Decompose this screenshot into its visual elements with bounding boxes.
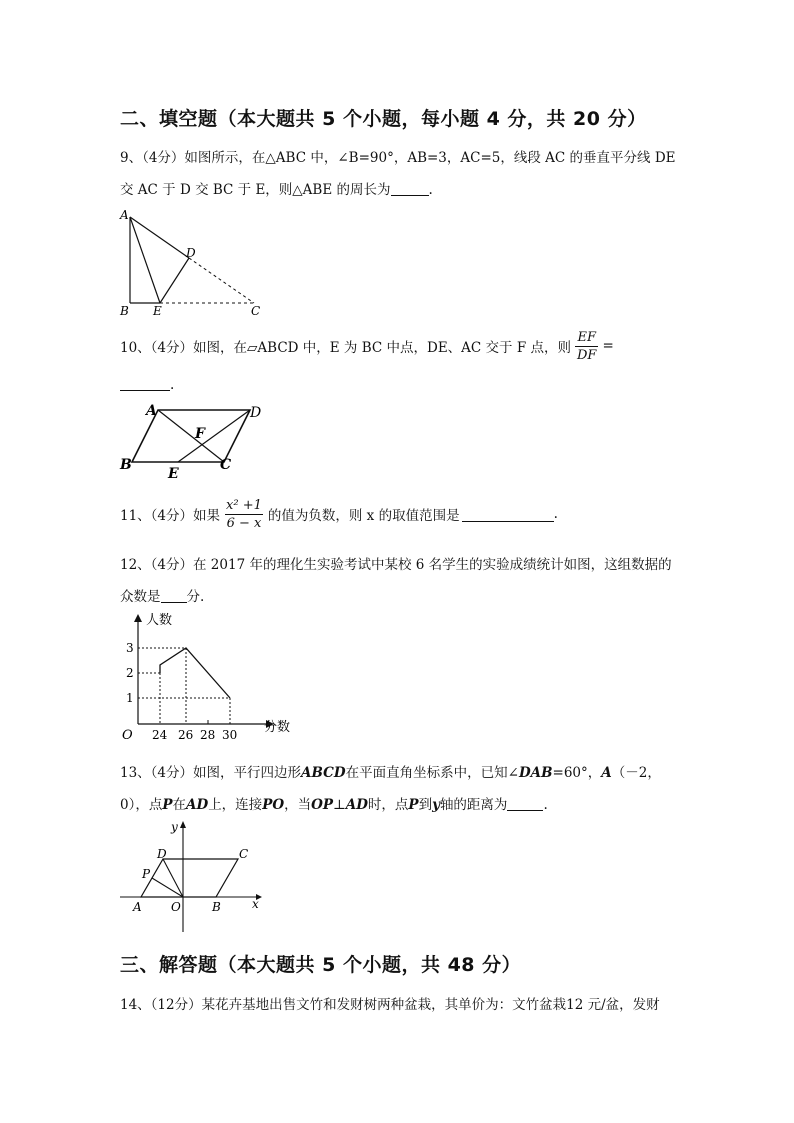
q12-ytick-2: 2 [126,666,134,680]
q9-label-e: E [153,304,162,318]
q12-text-a: 众数是 [120,589,161,605]
q12-text-line2 [120,585,204,605]
q10-label-f: F [195,426,205,442]
q13-parallelogram-abcd [141,859,238,897]
q13-t1c: 在平面直角坐标系中，已知∠ [345,765,519,781]
q9-side-dc [189,258,254,303]
q13-t2a: 0），点 [120,797,163,813]
q11-fraction [224,498,264,531]
q9-label-b: B [120,304,129,318]
q9-triangle-figure [116,205,266,320]
q13-t2j: AD [345,797,368,813]
q10-label-a: A [146,403,157,419]
q9-label-c: C [251,304,261,318]
q12-answer-blank [161,588,187,603]
q12-line-chart [116,610,316,745]
q13-t1b: ABCD [301,765,346,781]
q13-answer-blank [507,796,543,811]
q12-origin-label: O [122,728,133,743]
q9-segment-ed [160,258,189,303]
q9-text-line2 [120,178,433,198]
q10-end: . [170,377,175,393]
q12-ytick-3: 3 [126,641,134,655]
q10-label-b: B [120,457,132,473]
q13-label-y: y [171,820,178,834]
q13-label-p: P [142,867,151,881]
q9-segment-ae [130,217,160,303]
q13-label-a: A [133,900,142,914]
q12-xtick-28: 28 [200,728,216,742]
q13-text-line2 [120,793,548,813]
q10-label-c: C [220,457,232,473]
q13-label-d: D [157,847,167,861]
q13-t2o: 轴的距离为 [439,797,508,813]
q13-t2e: 上，连接 [208,797,263,813]
q13-t2d: AD [186,797,209,813]
q10-text: 10、（4分）如图，在▱ABCD 中，E 为 BC 中点，DE、AC 交于 F 点，则 [120,340,571,356]
q13-t1f: A [601,765,612,781]
q10-text-line2 [120,376,174,393]
q13-label-x: x [252,897,259,911]
q9-label-d: D [186,246,196,260]
q14-text-line1: 14、（12分）某花卉基地出售文竹和发财树两种盆栽，其单价为：文竹盆栽12 元/盆，发财 [120,997,660,1013]
q10-equals: = [602,338,614,354]
q13-t2g: ，当 [284,797,312,813]
q13-label-c: C [239,847,249,861]
q13-t1d: DAB [518,765,553,781]
q10-label-e: E [168,466,179,482]
q12-xtick-30: 30 [222,728,238,742]
q10-frac-num: EF [577,329,596,345]
q13-y-axis-arrow [180,821,186,828]
q13-t2n: y [432,797,440,813]
q10-answer-blank [120,376,170,391]
q11-answer-blank [462,507,554,522]
q13-t2l: P [408,797,419,813]
q9-text-line1: 9、（4分）如图所示，在△ABC 中，∠B=90°，AB=3，AC=5，线段 AC 的垂直平分线 DE [120,150,676,166]
q10-frac-den: DF [577,347,597,363]
q9-text: 交 AC 于 D 交 BC 于 E，则△ABE 的周长为 [120,182,391,198]
q13-t1g: （－2， [611,765,661,781]
q12-ytick-1: 1 [126,691,134,705]
q13-coordinate-figure [116,816,276,936]
q13-t2k: 时，点 [367,797,409,813]
q11-end: . [553,506,558,522]
section-3-heading: 三、解答题（本大题共 5 个小题，共 48 分） [120,954,522,976]
q13-t2b: P [162,797,173,813]
q9-end: . [428,182,433,198]
q13-label-o: O [171,900,181,914]
q12-y-label: 人数 [146,613,173,628]
q13-t1a: 13、（4分）如图，平行四边形 [120,765,302,781]
q13-text-line1 [120,761,661,781]
q10-parallelogram-figure [116,398,276,483]
q13-t2i: ⊥ [333,797,346,813]
q12-xtick-26: 26 [178,728,194,742]
q13-label-b: B [212,900,221,914]
q12-text-line1: 12、（4分）在 2017 年的理化生实验考试中某校 6 名学生的实验成绩统计如图，这组数据的 [120,557,672,573]
q12-y-axis-arrow [134,614,142,622]
q12-text-b: 分. [186,589,205,605]
q10-text-line1 [120,326,614,366]
q12-x-label: 分数 [264,720,291,735]
q9-side-ad [130,217,189,258]
q13-t2h: OP [311,797,334,813]
q13-end: . [543,797,548,813]
q11-frac-num: x² +1 [226,497,262,513]
q13-t2m: 到 [418,797,433,813]
q9-answer-blank [391,181,429,196]
q13-t2f: PO [262,797,285,813]
section-2-heading: 二、填空题（本大题共 5 个小题，每小题 4 分，共 20 分） [120,108,647,130]
q12-data-line [160,648,230,698]
q11-prefix: 11、（4分）如果 [120,508,221,524]
q11-frac-den: 6 − x [226,515,262,531]
q13-t1e: =60°， [552,765,602,781]
q11-suffix: 的值为负数，则 x 的取值范围是 [267,508,460,524]
q10-label-d: D [250,405,262,421]
q9-label-a: A [120,208,129,222]
q13-t2c: 在 [172,797,186,813]
q11-text [120,494,558,534]
q12-xtick-24: 24 [152,728,168,742]
q10-fraction [575,330,598,363]
